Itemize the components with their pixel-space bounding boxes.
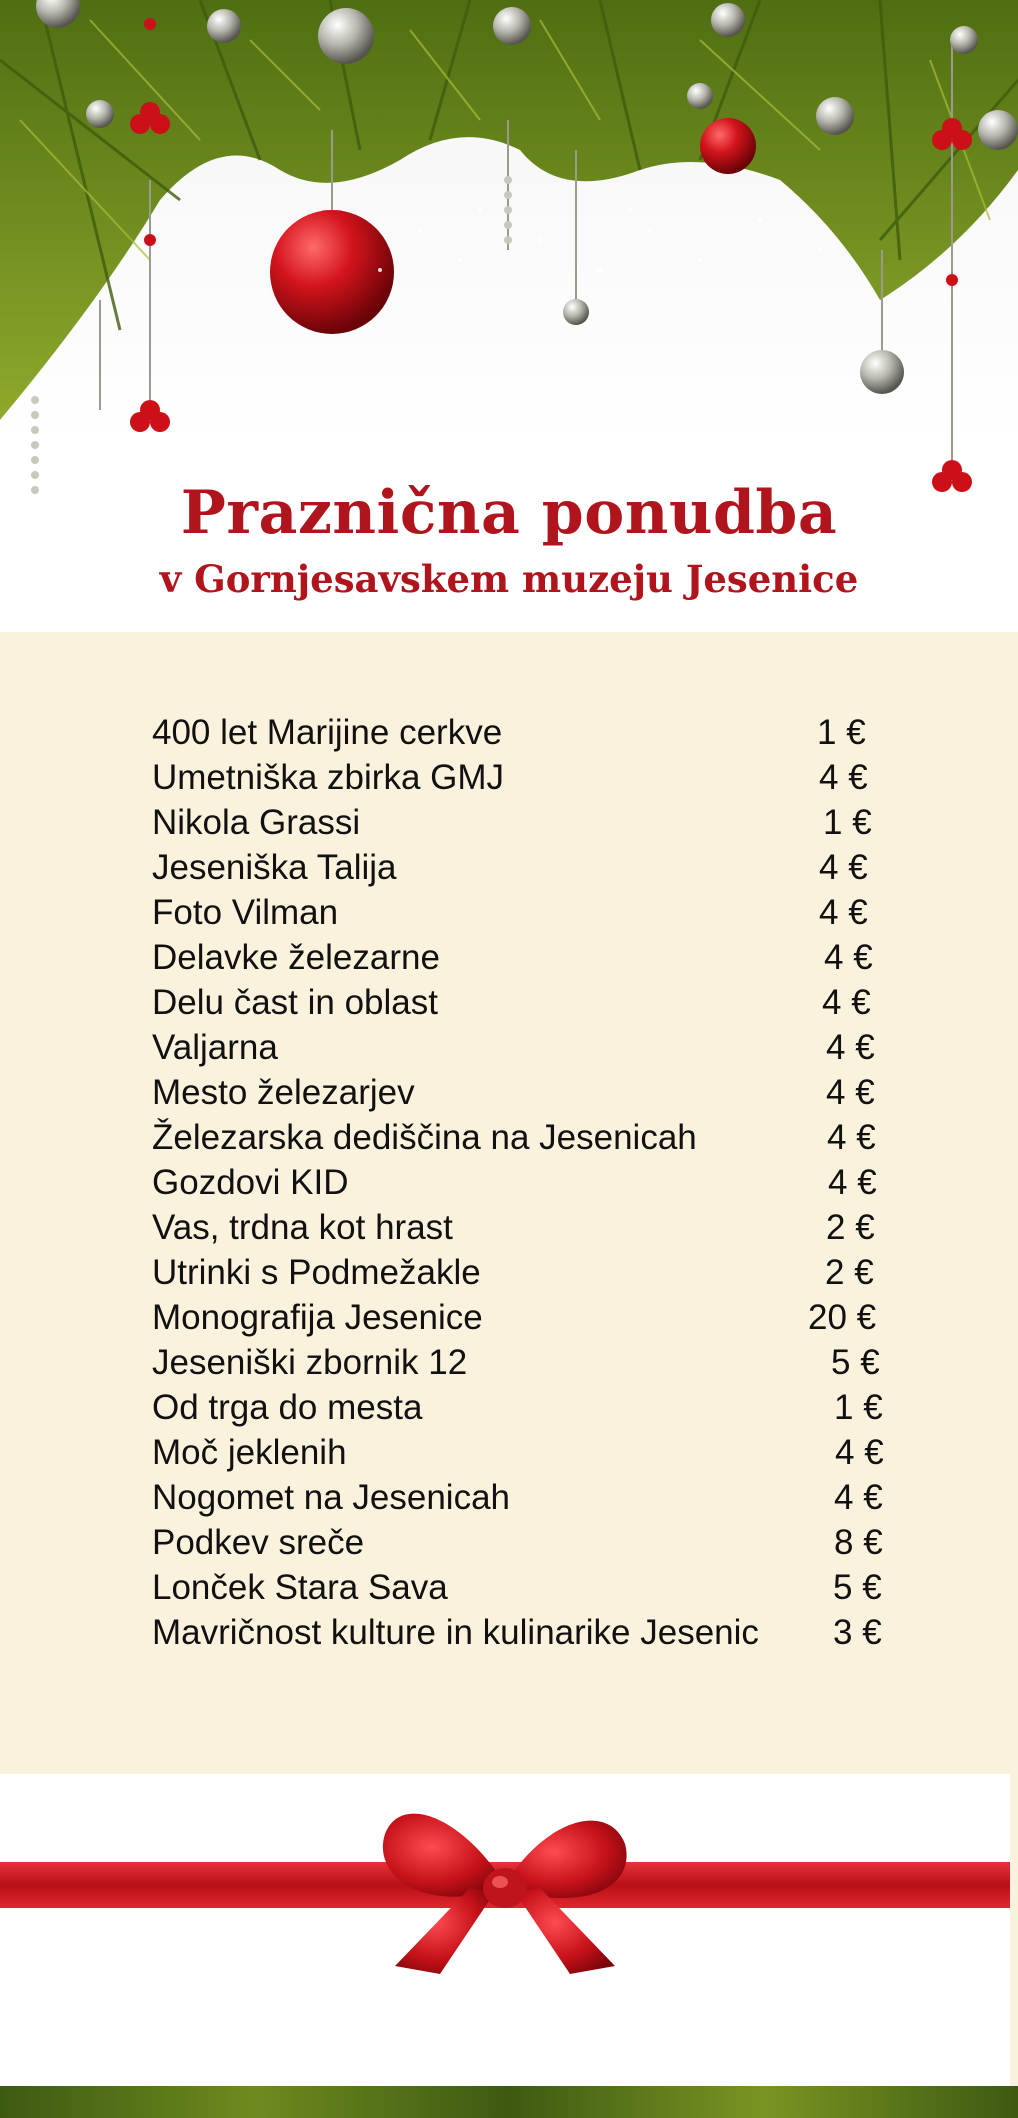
item-price: 4 € bbox=[828, 1163, 877, 1202]
item-name: Jeseniška Talija bbox=[152, 848, 397, 887]
list-item bbox=[152, 1025, 892, 1070]
item-name: Nikola Grassi bbox=[152, 803, 361, 842]
item-price: 1 € bbox=[834, 1388, 883, 1427]
item-name: Nogomet na Jesenicah bbox=[152, 1478, 510, 1517]
list-item bbox=[152, 710, 892, 755]
item-name: Jeseniški zbornik 12 bbox=[152, 1343, 468, 1382]
item-price: 4 € bbox=[826, 1028, 875, 1067]
item-price: 4 € bbox=[824, 938, 873, 977]
item-price: 4 € bbox=[822, 983, 871, 1022]
item-price: 5 € bbox=[831, 1343, 880, 1382]
price-list bbox=[0, 632, 1018, 1774]
item-price: 2 € bbox=[826, 1208, 875, 1247]
list-item bbox=[152, 1565, 892, 1610]
item-name: Delavke železarne bbox=[152, 938, 440, 977]
item-price: 4 € bbox=[827, 1118, 876, 1157]
item-name: Foto Vilman bbox=[152, 893, 339, 932]
item-name: Delu čast in oblast bbox=[152, 983, 438, 1022]
item-price: 5 € bbox=[833, 1568, 882, 1607]
header-banner bbox=[0, 0, 1018, 632]
item-price: 1 € bbox=[823, 803, 872, 842]
page-subtitle: v Gornjesavskem muzeju Jesenice bbox=[159, 557, 859, 601]
item-price: 4 € bbox=[819, 758, 868, 797]
item-price: 4 € bbox=[826, 1073, 875, 1112]
item-name: Valjarna bbox=[152, 1028, 278, 1067]
item-name: 400 let Marijine cerkve bbox=[152, 713, 503, 752]
list-item bbox=[152, 755, 892, 800]
item-price: 20 € bbox=[808, 1298, 877, 1337]
item-name: Od trga do mesta bbox=[152, 1388, 423, 1427]
bow-icon bbox=[0, 1774, 1010, 2086]
list-item bbox=[152, 1070, 892, 1115]
item-name: Mavričnost kulture in kulinarike Jesenic bbox=[152, 1613, 759, 1652]
pine-strip-decoration bbox=[0, 2086, 1018, 2118]
item-price: 4 € bbox=[835, 1433, 884, 1472]
list-item bbox=[152, 1520, 892, 1565]
item-name: Gozdovi KID bbox=[152, 1163, 349, 1202]
item-name: Vas, trdna kot hrast bbox=[152, 1208, 453, 1247]
item-price: 4 € bbox=[834, 1478, 883, 1517]
list-item bbox=[152, 1205, 892, 1250]
list-item bbox=[152, 1610, 892, 1655]
list-item bbox=[152, 1475, 892, 1520]
list-item bbox=[152, 935, 892, 980]
item-price: 8 € bbox=[834, 1523, 883, 1562]
list-item bbox=[152, 980, 892, 1025]
item-name: Lonček Stara Sava bbox=[152, 1568, 448, 1607]
item-name: Utrinki s Podmežakle bbox=[152, 1253, 481, 1292]
list-item bbox=[152, 1160, 892, 1205]
item-price: 2 € bbox=[825, 1253, 874, 1292]
list-item bbox=[152, 1385, 892, 1430]
item-price: 4 € bbox=[819, 848, 868, 887]
list-item bbox=[152, 890, 892, 935]
list-item bbox=[152, 1430, 892, 1475]
list-item bbox=[152, 1340, 892, 1385]
item-price: 4 € bbox=[819, 893, 868, 932]
item-name: Železarska dediščina na Jesenicah bbox=[152, 1118, 697, 1157]
side-strip bbox=[1010, 1774, 1018, 2086]
page-title: Praznična ponudba bbox=[180, 478, 838, 548]
list-item bbox=[152, 1295, 892, 1340]
red-ornament-icon bbox=[270, 210, 394, 334]
item-name: Podkev sreče bbox=[152, 1523, 365, 1562]
item-name: Monografija Jesenice bbox=[152, 1298, 483, 1337]
ribbon-bow-decoration bbox=[0, 1774, 1010, 2086]
list-item bbox=[152, 845, 892, 890]
item-name: Mesto železarjev bbox=[152, 1073, 415, 1112]
item-price: 1 € bbox=[817, 713, 866, 752]
item-name: Umetniška zbirka GMJ bbox=[152, 758, 505, 797]
item-name: Moč jeklenih bbox=[152, 1433, 347, 1472]
item-price: 3 € bbox=[833, 1613, 882, 1652]
list-item bbox=[152, 800, 892, 845]
list-item bbox=[152, 1115, 892, 1160]
list-item bbox=[152, 1250, 892, 1295]
